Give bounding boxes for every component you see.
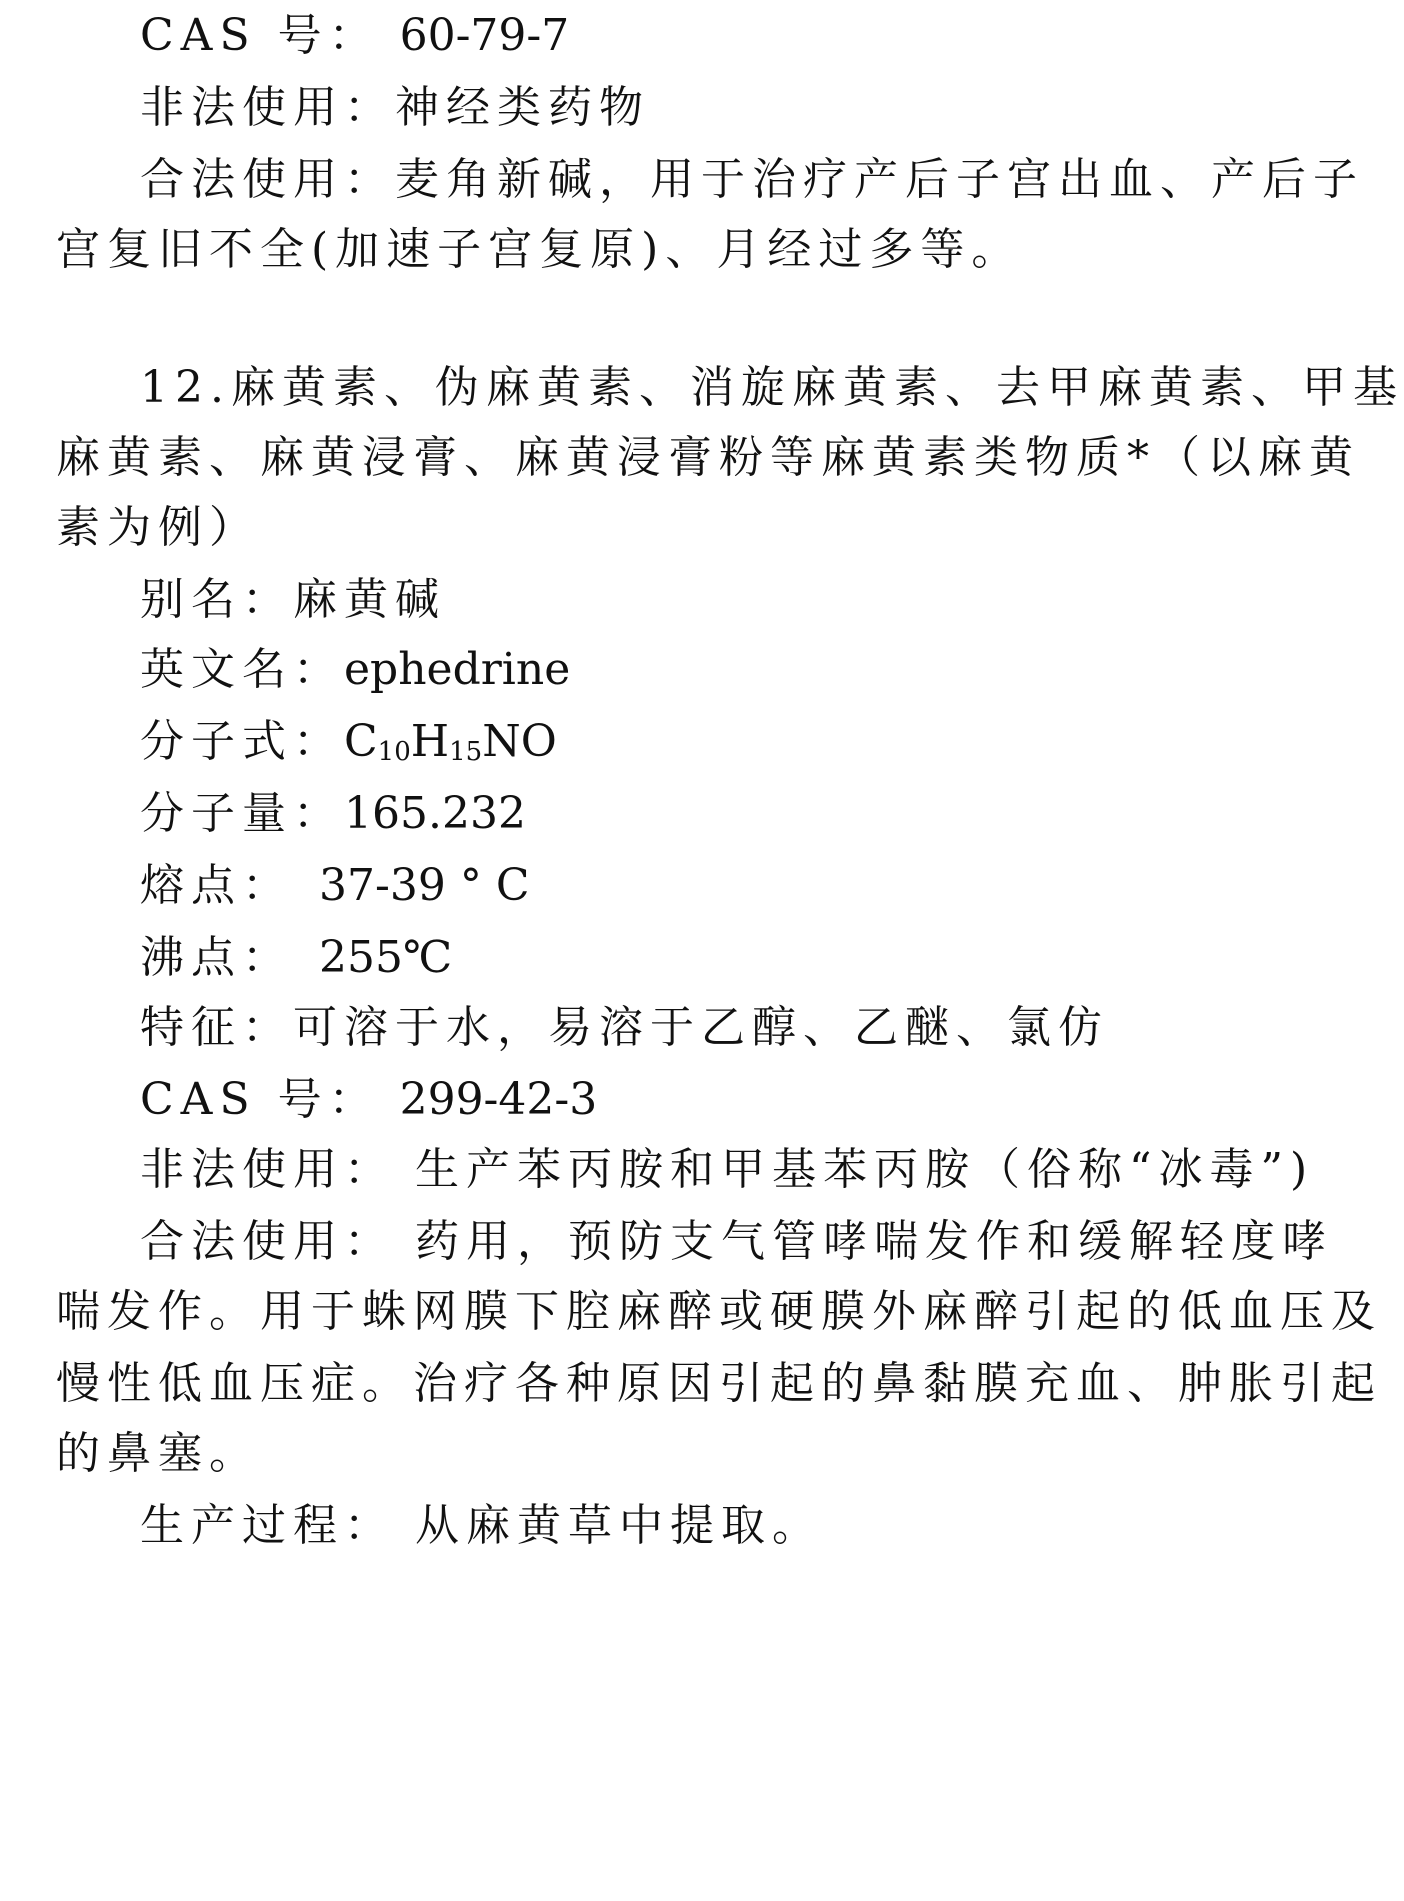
molecular-weight-value: 165.232: [344, 788, 526, 839]
illegal-use-label: 非法使用：: [140, 1144, 395, 1195]
production-line: [140, 1498, 1216, 1554]
alias-line: 别名：麻黄碱: [140, 574, 446, 625]
legal-use-line3: 慢性低血压症。治疗各种原因引起的鼻黏膜充血、肿胀引起: [56, 1358, 1382, 1409]
prev-cas-line: [140, 8, 1216, 64]
boiling-point-line: [140, 930, 1216, 986]
english-name-value: ephedrine: [344, 644, 571, 695]
prev-legal-use-line1: 合法使用：麦角新碱，用于治疗产后子宫出血、产后子: [140, 154, 1364, 205]
melting-point-label: 熔点：: [140, 860, 293, 911]
legal-use-line4: 的鼻塞。: [56, 1428, 260, 1479]
cas-line: [140, 1072, 1216, 1128]
formula-line: [140, 714, 1216, 780]
prev-legal-use-line2: 宫复旧不全(加速子宫复原)、月经过多等。: [56, 224, 1023, 275]
cas-label: CAS 号：: [140, 1074, 380, 1125]
molecular-weight-label: 分子量：: [140, 788, 344, 839]
english-name-label: 英文名：: [140, 644, 344, 695]
formula-value: $C_{10}H_{15}NO$: [344, 716, 557, 767]
prev-cas-value: 60-79-7: [399, 10, 570, 61]
boiling-point-value: 255℃: [319, 932, 453, 983]
illegal-use-line: [140, 1142, 1315, 1198]
legal-use-line1: [140, 1214, 1333, 1270]
english-name-line: [140, 642, 1216, 698]
legal-use-label: 合法使用：: [140, 1216, 395, 1267]
prev-illegal-use: 非法使用：神经类药物: [140, 82, 650, 133]
boiling-point-label: 沸点：: [140, 932, 293, 983]
legal-use-value-line1: 药用，预防支气管哮喘发作和缓解轻度哮: [415, 1216, 1333, 1267]
prev-cas-label: CAS 号：: [140, 10, 380, 61]
item12-title-line2: 麻黄素、麻黄浸膏、麻黄浸膏粉等麻黄素类物质*（以麻黄: [56, 432, 1360, 483]
melting-point-line: [140, 858, 1216, 914]
item12-title-line1: 12.麻黄素、伪麻黄素、消旋麻黄素、去甲麻黄素、甲基: [140, 362, 1404, 413]
melting-point-value: 37-39 ° C: [319, 860, 530, 911]
legal-use-line2: 喘发作。用于蛛网膜下腔麻醉或硬膜外麻醉引起的低血压及: [56, 1286, 1382, 1337]
illegal-use-value: 生产苯丙胺和甲基苯丙胺（俗称“冰毒”): [415, 1144, 1315, 1195]
item12-title-line3: 素为例）: [56, 502, 260, 553]
production-value: 从麻黄草中提取。: [415, 1500, 823, 1551]
production-label: 生产过程：: [140, 1500, 395, 1551]
formula-label: 分子式：: [140, 716, 344, 767]
features-line: 特征：可溶于水，易溶于乙醇、乙醚、氯仿: [140, 1002, 1109, 1053]
molecular-weight-line: [140, 786, 1216, 842]
cas-value: 299-42-3: [399, 1074, 598, 1125]
